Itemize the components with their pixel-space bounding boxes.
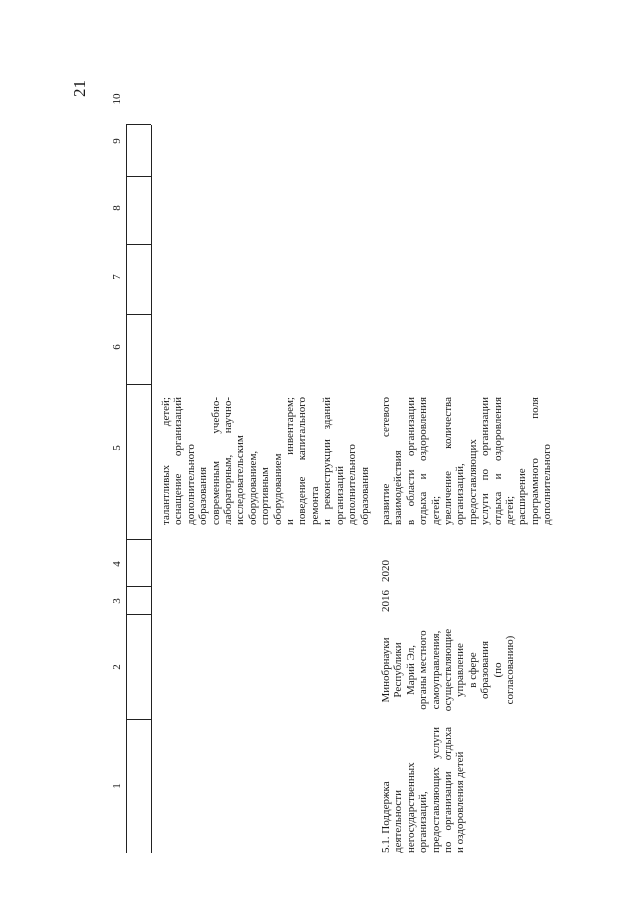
column-number: 2: [111, 664, 123, 670]
text-line: образования: [358, 466, 371, 525]
text-line: талантливых детей;: [160, 397, 172, 525]
column-number: 7: [111, 274, 123, 280]
text-line: организаций,: [417, 791, 430, 853]
text-line: (по: [491, 662, 504, 678]
text-line: оснащение организаций: [172, 397, 185, 525]
text-line: оборудованием: [271, 453, 284, 525]
text-line: по организации отдыха: [442, 727, 455, 853]
start-year-cell: 2016: [380, 590, 392, 612]
text-line: лабораторным, научно-: [222, 397, 235, 525]
column-number: 5: [111, 445, 123, 451]
text-line: дополнительного: [346, 444, 359, 525]
text-line: поведение капитального: [296, 397, 309, 525]
text-line: предоставляющих: [466, 439, 479, 525]
text-line: в области организации: [404, 397, 417, 525]
text-line: современным учебно-: [209, 397, 222, 525]
header-col-divider: [126, 124, 151, 125]
text-line: 5.1. Поддержка: [380, 781, 392, 853]
text-line: развитие сетевого: [380, 397, 392, 525]
measure-name-cell: [380, 727, 467, 853]
header-col-divider: [126, 614, 151, 615]
text-line: самоуправления,: [429, 630, 442, 710]
result-cell: [380, 397, 554, 525]
text-line: дополнительного: [184, 444, 197, 525]
text-line: образования: [197, 466, 210, 525]
text-line: и реконструкции зданий: [321, 397, 334, 525]
text-line: Республики: [392, 642, 405, 698]
header-col-divider: [126, 384, 151, 385]
text-line: увеличение количества: [442, 397, 455, 525]
column-number: 1: [111, 783, 123, 789]
table-top-rule: [126, 125, 127, 853]
text-line: оборудованием,: [246, 450, 259, 525]
header-bottom-rule: [151, 125, 152, 853]
column-number: 10: [111, 93, 123, 105]
text-line: осуществляющие: [442, 628, 455, 712]
header-col-divider: [126, 539, 151, 540]
text-line: Минобрнауки: [380, 637, 392, 703]
text-line: в сфере: [466, 652, 479, 688]
header-col-divider: [126, 176, 151, 177]
text-line: управление: [454, 643, 467, 697]
text-line: деятельности: [392, 790, 405, 853]
text-line: детей;: [504, 495, 517, 525]
end-year-cell: 2020: [380, 560, 392, 582]
text-line: образования: [479, 640, 492, 700]
text-line: расширение: [516, 468, 529, 525]
result-cell-continued: [160, 397, 371, 525]
text-line: предоставляющих услуги: [429, 727, 442, 853]
header-col-divider: [126, 586, 151, 587]
text-line: ремонта: [308, 486, 321, 525]
text-line: и инвентарем;: [284, 397, 297, 525]
text-line: отдыха и оздоровления: [417, 397, 430, 525]
page-number: 21: [70, 80, 89, 97]
text-line: отдыха и оздоровления: [491, 397, 504, 525]
text-line: и оздоровления детей: [454, 751, 467, 853]
header-col-divider: [126, 244, 151, 245]
text-line: программного поля: [528, 397, 541, 525]
column-number: 9: [111, 138, 123, 144]
text-line: дополнительного: [541, 444, 554, 525]
column-number: 4: [111, 561, 123, 567]
text-line: взаимодействия: [392, 450, 405, 525]
text-line: исследовательским: [234, 435, 247, 525]
text-line: организаций: [333, 465, 346, 525]
text-line: Марий Эл,: [404, 644, 417, 696]
column-number: 6: [111, 344, 123, 350]
text-line: негосударственных: [404, 762, 417, 853]
column-number: 3: [111, 598, 123, 604]
text-line: спортивным: [259, 467, 272, 525]
text-line: согласованию): [504, 635, 517, 705]
header-col-divider: [126, 719, 151, 720]
text-line: организаций,: [454, 463, 467, 525]
header-col-divider: [126, 314, 151, 315]
text-line: услуги по организации: [479, 397, 492, 525]
executor-cell: [380, 620, 516, 720]
text-line: органы местного: [417, 630, 430, 710]
text-line: детей;: [429, 495, 442, 525]
column-number: 8: [111, 205, 123, 211]
